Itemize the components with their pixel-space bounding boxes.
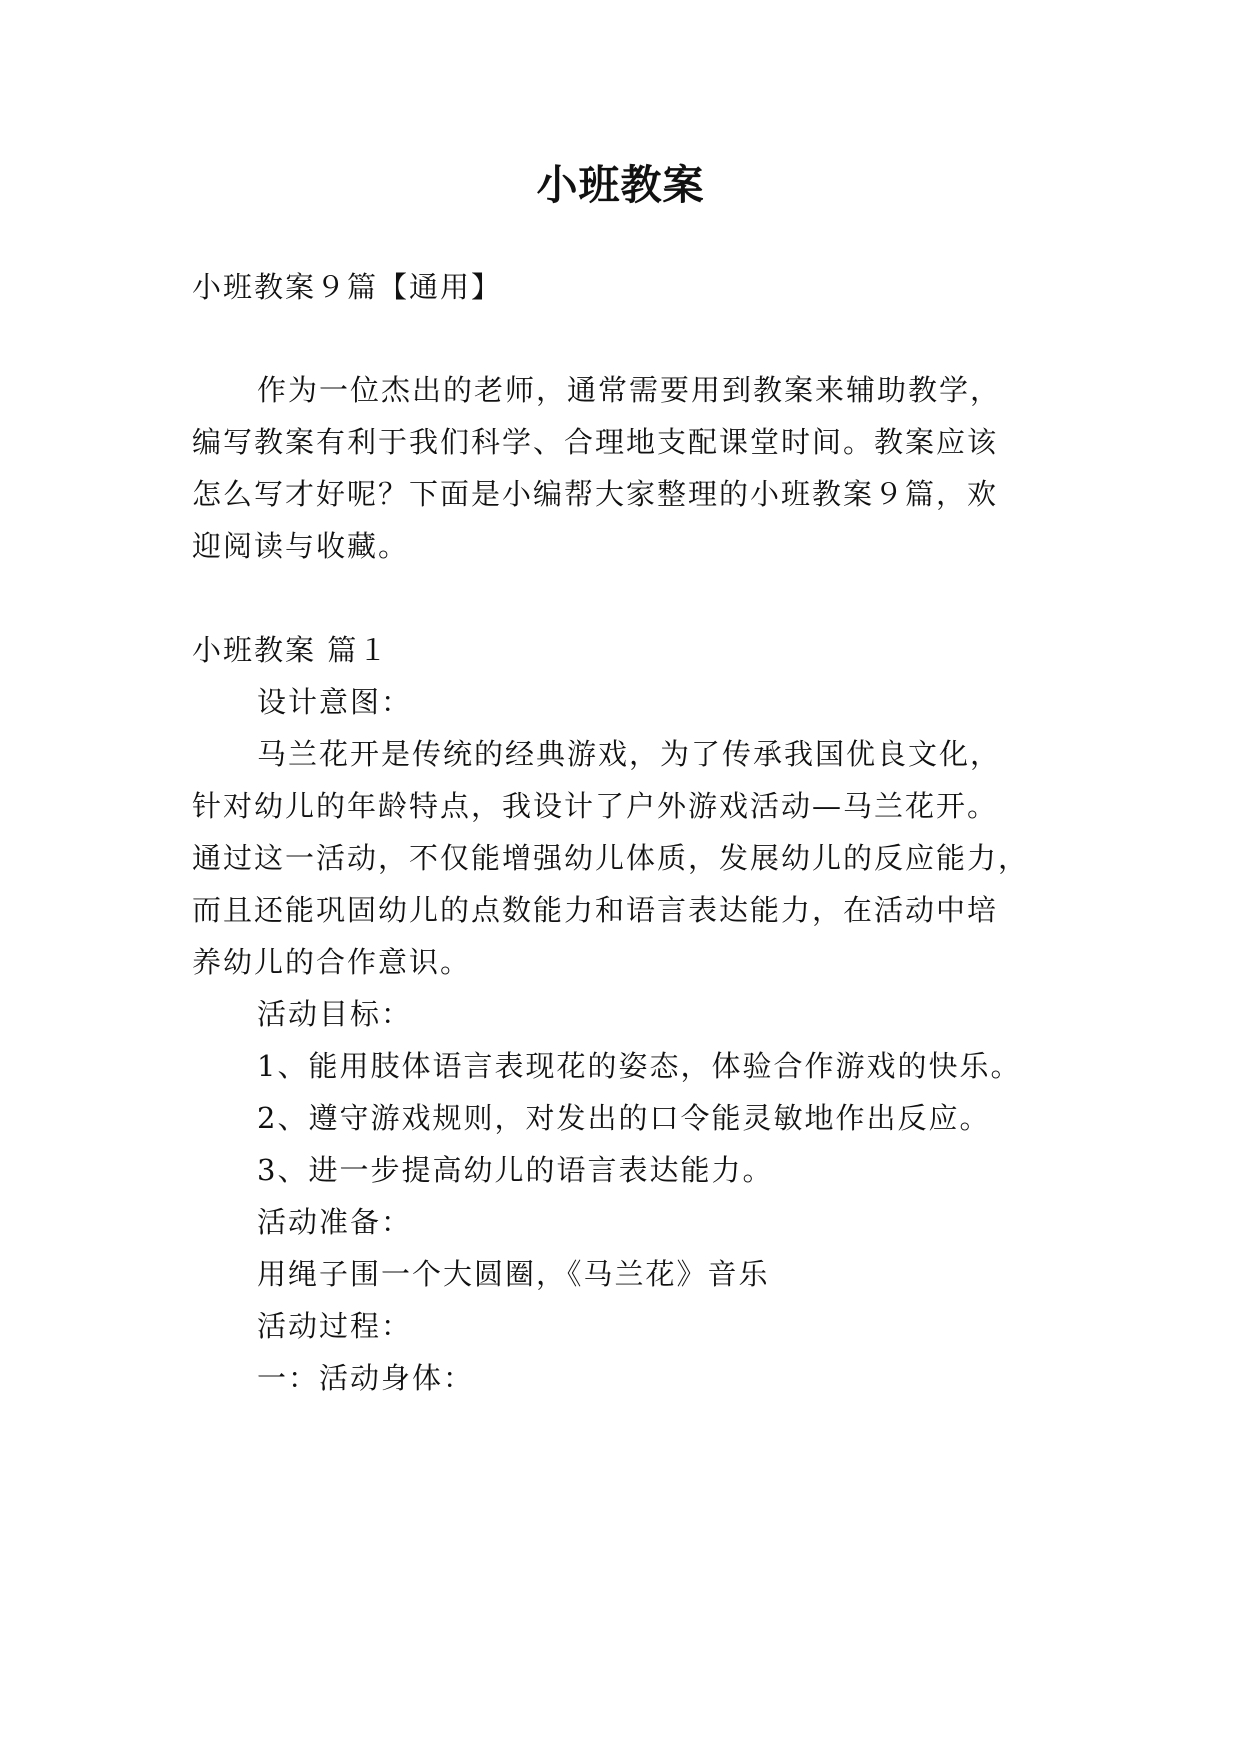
process-step: 一：活动身体： (257, 1361, 475, 1395)
process-label: 活动过程： (257, 1309, 413, 1343)
document-title: 小班教案 (536, 161, 705, 209)
prep-label: 活动准备： (257, 1205, 413, 1239)
document-subtitle: 小班教案９篇【通用】 (192, 270, 503, 304)
design-text-line: 通过这一活动，不仅能增强幼儿体质，发展幼儿的反应能力， (192, 841, 1030, 875)
intro-line: 怎么写才好呢？下面是小编帮大家整理的小班教案９篇，欢 (192, 477, 999, 511)
design-label: 设计意图： (257, 685, 413, 719)
prep-text: 用绳子围一个大圆圈，《马兰花》音乐 (257, 1257, 770, 1291)
goal-item: 1、能用肢体语言表现花的姿态，体验合作游戏的快乐。 (257, 1049, 1022, 1083)
intro-line: 迎阅读与收藏。 (192, 529, 410, 563)
design-text-line: 针对幼儿的年龄特点，我设计了户外游戏活动—马兰花开。 (192, 789, 999, 823)
intro-line: 作为一位杰出的老师，通常需要用到教案来辅助教学， (257, 373, 1002, 407)
design-text-line: 马兰花开是传统的经典游戏，为了传承我国优良文化， (257, 737, 1002, 771)
goals-label: 活动目标： (257, 997, 413, 1031)
design-text-line: 养幼儿的合作意识。 (192, 945, 472, 979)
design-text-line: 而且还能巩固幼儿的点数能力和语言表达能力，在活动中培 (192, 893, 999, 927)
section-heading: 小班教案 篇１ (192, 633, 390, 667)
goal-item: 3、进一步提高幼儿的语言表达能力。 (257, 1153, 774, 1187)
goal-item: 2、遵守游戏规则，对发出的口令能灵敏地作出反应。 (257, 1101, 991, 1135)
intro-line: 编写教案有利于我们科学、合理地支配课堂时间。教案应该 (192, 425, 999, 459)
